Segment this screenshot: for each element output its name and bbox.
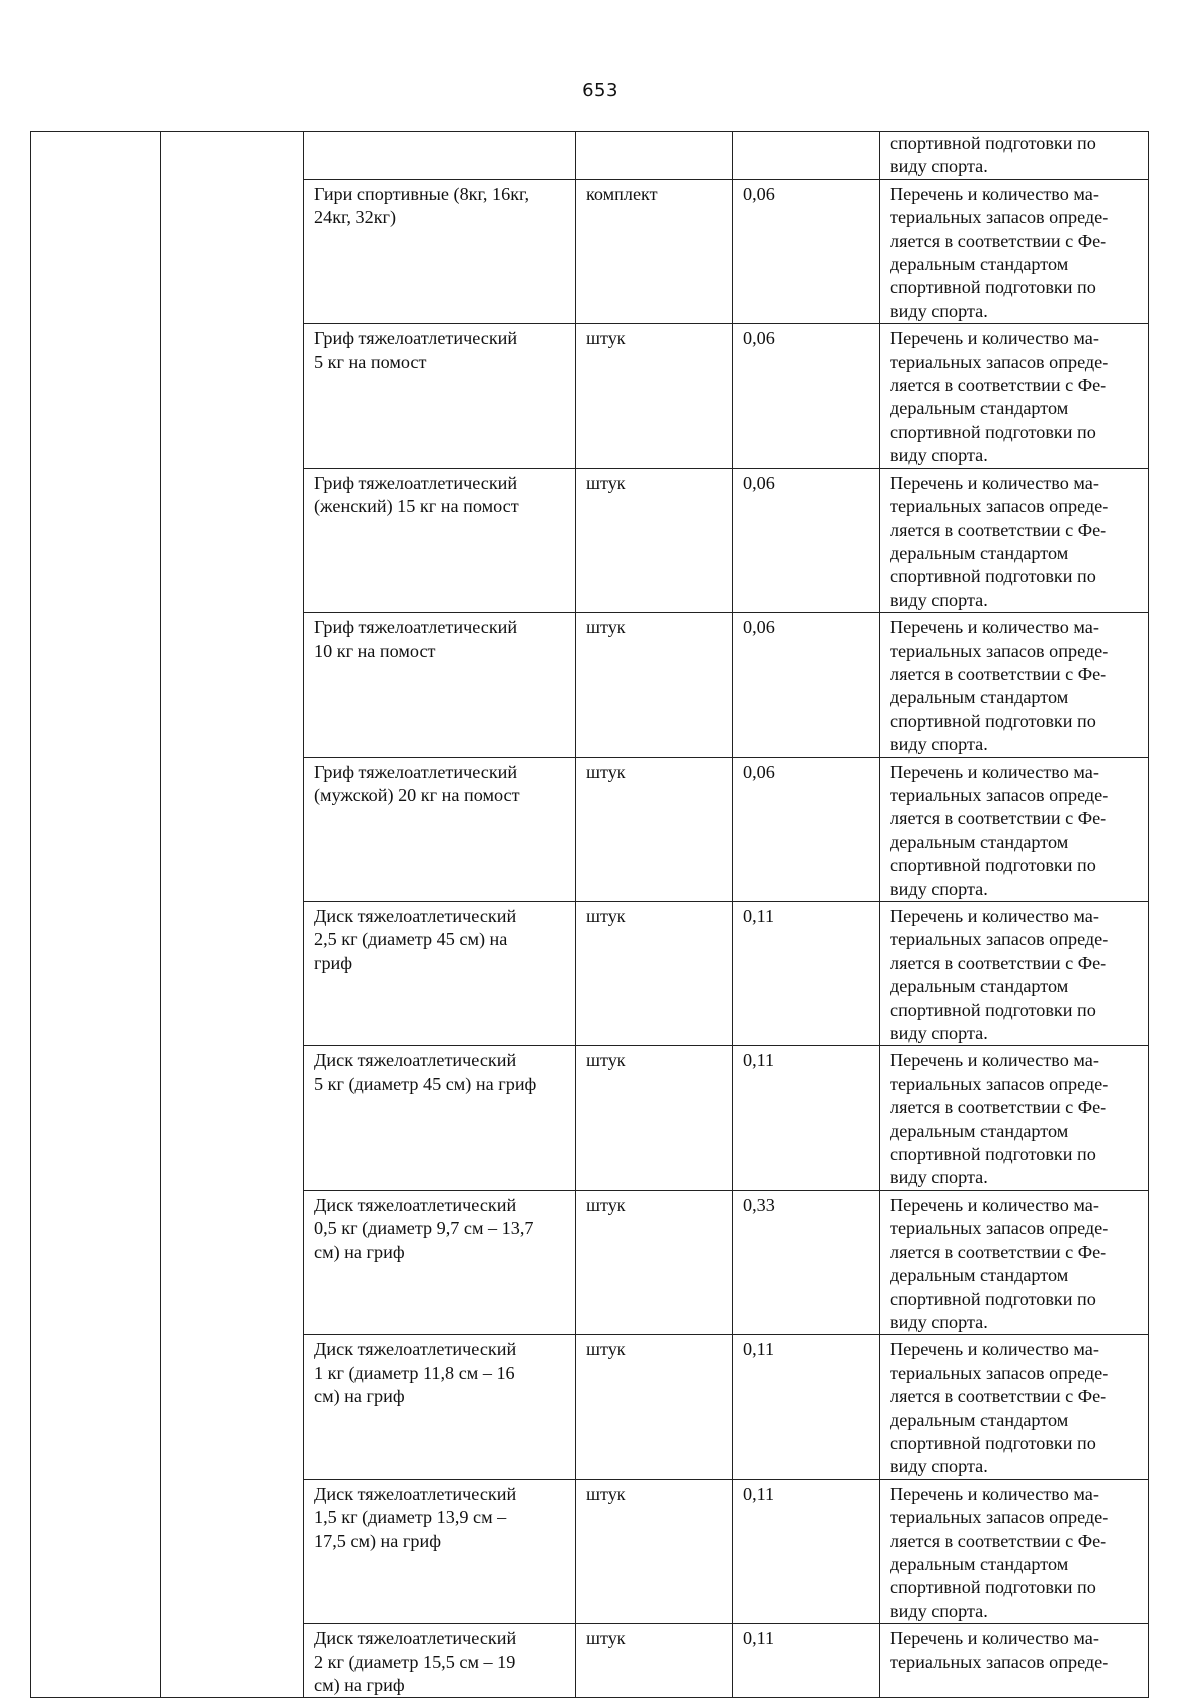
cell-name bbox=[304, 132, 576, 180]
cell-unit: штук bbox=[576, 468, 733, 612]
table-body bbox=[31, 132, 1149, 1698]
table-row-continued bbox=[31, 132, 1149, 180]
cell-unit: комплект bbox=[576, 179, 733, 323]
cell-name: Диск тяжелоатлетический 2 кг (диаметр 15,5 см – 19 см) на гриф bbox=[304, 1624, 576, 1698]
cell-note: спортивной подготовки по виду спорта. bbox=[880, 132, 1149, 180]
cell-quantity: 0,06 bbox=[733, 324, 880, 468]
cell-name: Гриф тяжелоатлетический 5 кг на помост bbox=[304, 324, 576, 468]
cell-note: Перечень и количество ма- териальных запасов опреде- ляется в соответствии с Фе- деральным стандартом спортивной подготовки по виду спорта. bbox=[880, 757, 1149, 901]
cell-unit: штук bbox=[576, 757, 733, 901]
cell-unit: штук bbox=[576, 902, 733, 1046]
cell-name: Гири спортивные (8кг, 16кг, 24кг, 32кг) bbox=[304, 179, 576, 323]
cell-note: Перечень и количество ма- териальных запасов опреде- ляется в соответствии с Фе- деральным стандартом спортивной подготовки по виду спорта. bbox=[880, 1046, 1149, 1190]
cell-name: Диск тяжелоатлетический 2,5 кг (диаметр 45 см) на гриф bbox=[304, 902, 576, 1046]
cell-unit: штук bbox=[576, 324, 733, 468]
cell-unit: штук bbox=[576, 1190, 733, 1334]
cell-unit: штук bbox=[576, 613, 733, 757]
merged-cell-col-2 bbox=[161, 132, 304, 1698]
cell-unit: штук bbox=[576, 1479, 733, 1623]
cell-quantity: 0,06 bbox=[733, 179, 880, 323]
cell-unit: штук bbox=[576, 1624, 733, 1698]
cell-name: Диск тяжелоатлетический 5 кг (диаметр 45 см) на гриф bbox=[304, 1046, 576, 1190]
cell-note: Перечень и количество ма- териальных запасов опреде- ляется в соответствии с Фе- деральным стандартом спортивной подготовки по виду спорта. bbox=[880, 613, 1149, 757]
cell-note: Перечень и количество ма- териальных запасов опреде- ляется в соответствии с Фе- деральным стандартом спортивной подготовки по виду спорта. bbox=[880, 179, 1149, 323]
cell-note: Перечень и количество ма- териальных запасов опреде- ляется в соответствии с Фе- деральным стандартом спортивной подготовки по виду спорта. bbox=[880, 902, 1149, 1046]
cell-note: Перечень и количество ма- териальных запасов опреде- bbox=[880, 1624, 1149, 1698]
cell-quantity: 0,11 bbox=[733, 902, 880, 1046]
cell-note: Перечень и количество ма- териальных запасов опреде- ляется в соответствии с Фе- деральным стандартом спортивной подготовки по виду спорта. bbox=[880, 1479, 1149, 1623]
cell-note: Перечень и количество ма- териальных запасов опреде- ляется в соответствии с Фе- деральным стандартом спортивной подготовки по виду спорта. bbox=[880, 468, 1149, 612]
cell-quantity: 0,11 bbox=[733, 1624, 880, 1698]
cell-name: Гриф тяжелоатлетический (женский) 15 кг на помост bbox=[304, 468, 576, 612]
cell-name: Диск тяжелоатлетический 0,5 кг (диаметр 9,7 см – 13,7 см) на гриф bbox=[304, 1190, 576, 1334]
cell-note: Перечень и количество ма- териальных запасов опреде- ляется в соответствии с Фе- деральным стандартом спортивной подготовки по виду спорта. bbox=[880, 1335, 1149, 1479]
merged-cell-col-1 bbox=[31, 132, 161, 1698]
cell-note: Перечень и количество ма- териальных запасов опреде- ляется в соответствии с Фе- деральным стандартом спортивной подготовки по виду спорта. bbox=[880, 1190, 1149, 1334]
cell-quantity: 0,11 bbox=[733, 1479, 880, 1623]
cell-name: Диск тяжелоатлетический 1 кг (диаметр 11,8 см – 16 см) на гриф bbox=[304, 1335, 576, 1479]
page-number: 653 bbox=[582, 80, 618, 101]
cell-unit: штук bbox=[576, 1335, 733, 1479]
cell-unit bbox=[576, 132, 733, 180]
cell-quantity: 0,06 bbox=[733, 757, 880, 901]
cell-quantity: 0,11 bbox=[733, 1046, 880, 1190]
equipment-table bbox=[30, 131, 1149, 1698]
cell-quantity: 0,06 bbox=[733, 613, 880, 757]
cell-quantity: 0,33 bbox=[733, 1190, 880, 1334]
cell-note: Перечень и количество ма- териальных запасов опреде- ляется в соответствии с Фе- деральным стандартом спортивной подготовки по виду спорта. bbox=[880, 324, 1149, 468]
cell-name: Гриф тяжелоатлетический 10 кг на помост bbox=[304, 613, 576, 757]
cell-quantity bbox=[733, 132, 880, 180]
cell-name: Диск тяжелоатлетический 1,5 кг (диаметр 13,9 см – 17,5 см) на гриф bbox=[304, 1479, 576, 1623]
cell-quantity: 0,11 bbox=[733, 1335, 880, 1479]
cell-quantity: 0,06 bbox=[733, 468, 880, 612]
cell-unit: штук bbox=[576, 1046, 733, 1190]
cell-name: Гриф тяжелоатлетический (мужской) 20 кг на помост bbox=[304, 757, 576, 901]
